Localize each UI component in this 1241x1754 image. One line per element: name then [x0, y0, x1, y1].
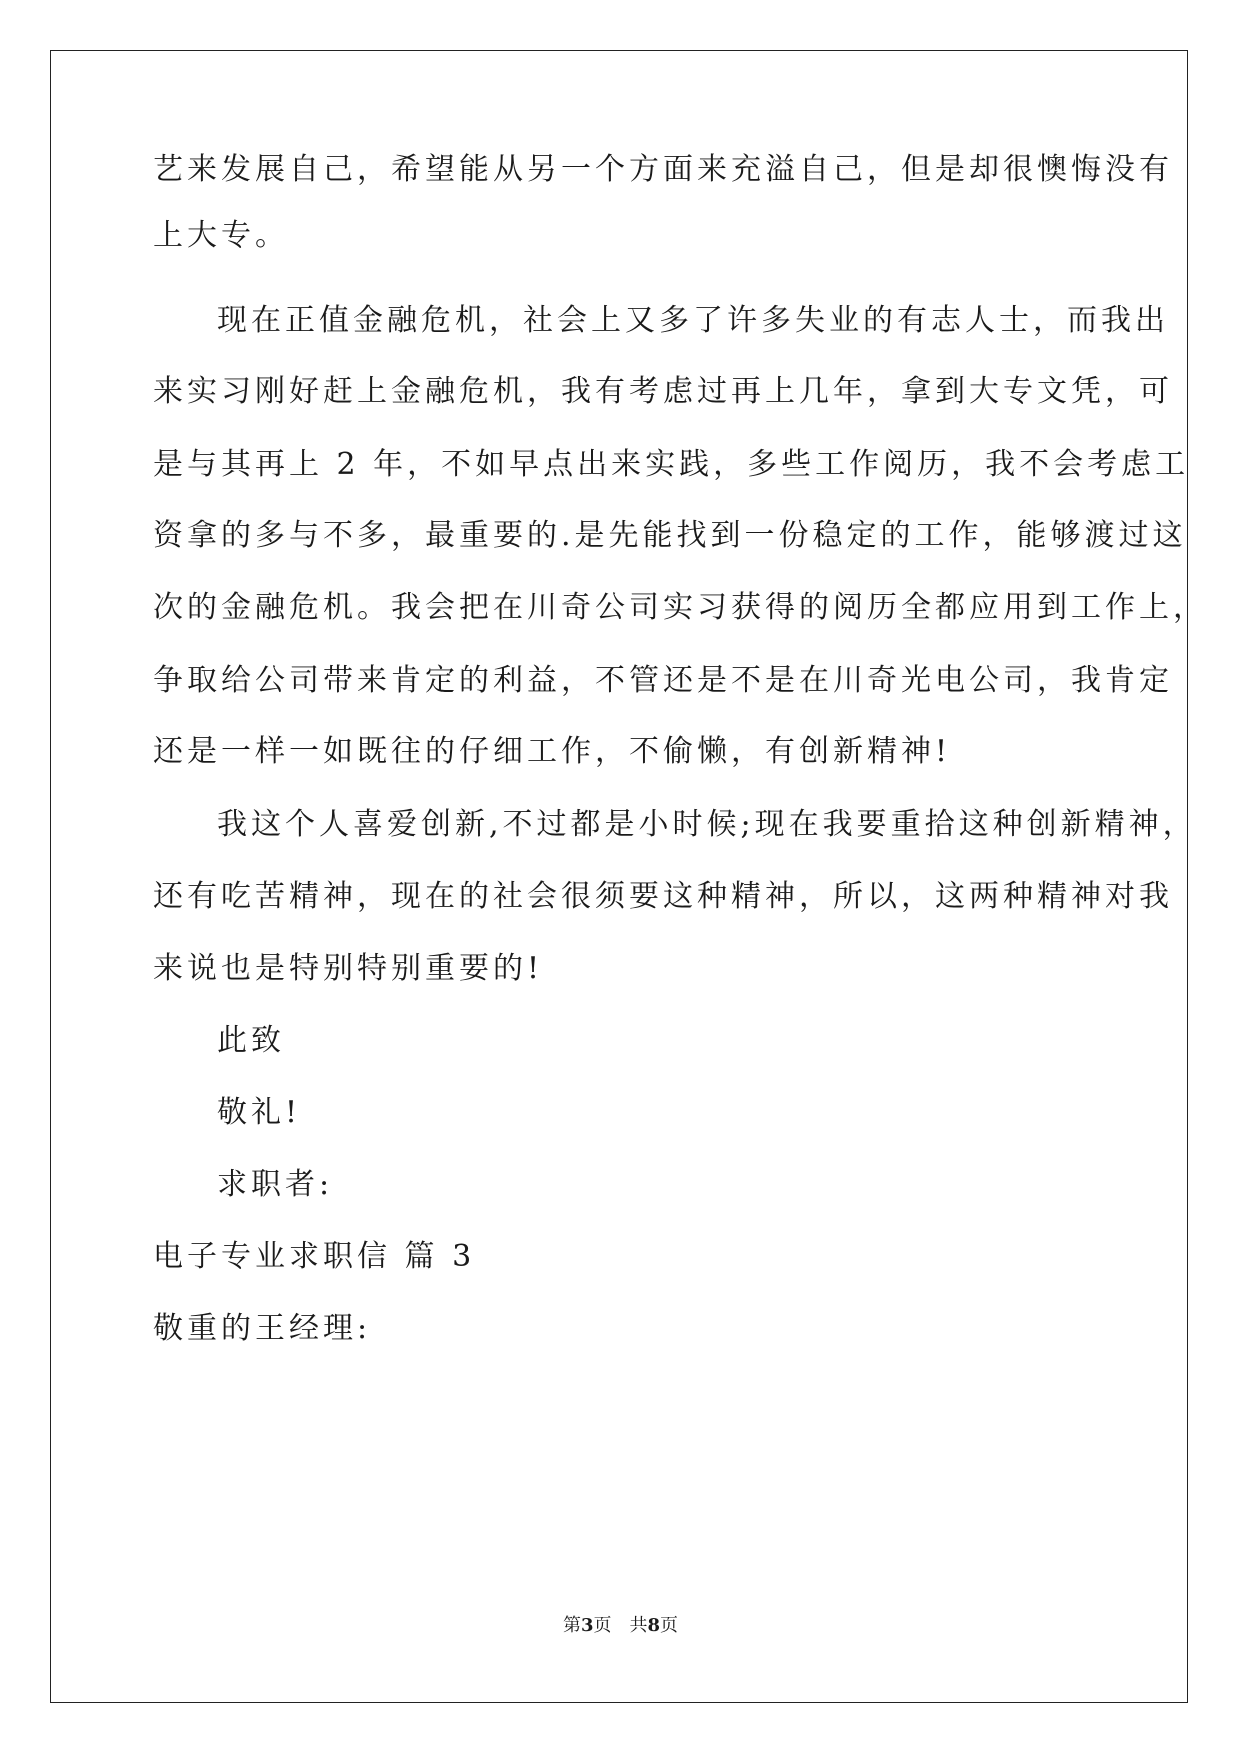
paragraph-line: 是与其再上 2 年，不如早点出来实践，多些工作阅历，我不会考虑工	[153, 447, 1190, 482]
greeting-line: 敬重的王经理:	[153, 1311, 372, 1346]
section-heading: 电子专业求职信 篇 3	[153, 1239, 476, 1274]
footer-total-prefix: 共	[629, 1615, 648, 1636]
paragraph-line: 争取给公司带来肯定的利益，不管还是不是在川奇光电公司，我肯定	[153, 663, 1173, 698]
salutation-line: 此致	[217, 1023, 285, 1058]
footer-prefix: 第	[562, 1615, 581, 1636]
paragraph-line: 现在正值金融危机，社会上又多了许多失业的有志人士，而我出	[217, 303, 1169, 338]
total-page-number: 8	[647, 1615, 661, 1636]
footer-total-suffix: 页	[660, 1615, 679, 1636]
paragraph-line: 还是一样一如既往的仔细工作，不偷懒，有创新精神!	[153, 734, 952, 769]
paragraph-line: 来说也是特别特别重要的!	[153, 951, 544, 986]
paragraph-line: 艺来发展自己，希望能从另一个方面来充溢自己，但是却很懊悔没有	[153, 152, 1173, 187]
paragraph-line: 资拿的多与不多，最重要的.是先能找到一份稳定的工作，能够渡过这	[153, 518, 1187, 553]
current-page-number: 3	[580, 1615, 594, 1636]
closing-line: 敬礼!	[217, 1095, 302, 1130]
paragraph-line: 我这个人喜爱创新,不过都是小时候;现在我要重拾这种创新精神，	[217, 807, 1197, 842]
paragraph-line: 还有吃苦精神，现在的社会很须要这种精神，所以，这两种精神对我	[153, 879, 1173, 914]
footer-page-suffix: 页	[593, 1615, 612, 1636]
applicant-line: 求职者:	[217, 1167, 334, 1202]
page-footer	[0, 1614, 1241, 1638]
paragraph-line: 来实习刚好赶上金融危机，我有考虑过再上几年，拿到大专文凭，可	[153, 374, 1173, 409]
paragraph-line: 次的金融危机。我会把在川奇公司实习获得的阅历全都应用到工作上，	[153, 590, 1207, 625]
paragraph-line: 上大专。	[153, 218, 289, 253]
